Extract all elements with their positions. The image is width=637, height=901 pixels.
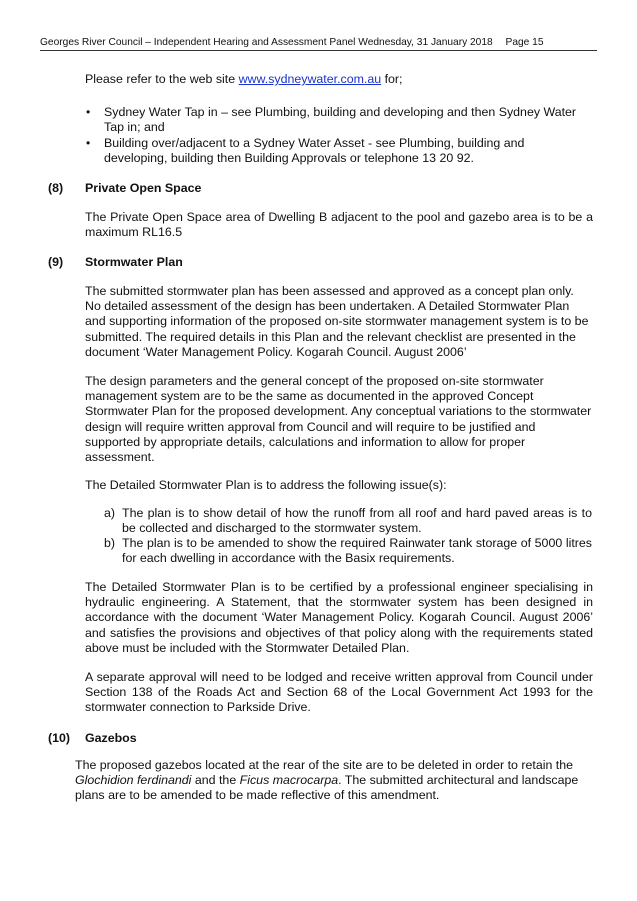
section-9-heading: Stormwater Plan bbox=[85, 255, 183, 269]
stormwater-paragraph-1: The submitted stormwater plan has been assessed and approved as a concept plan only. No detailed assessment of the design has been undertaken. A Detailed Stormwater Plan and supporting information of the proposed on-site stormwater management system is to be submitted. The required details in this Plan and the relevant checklist are presented in the document ‘Water Management Policy. Kogarah Council. August 2006’ bbox=[85, 284, 589, 359]
section-9-number: (9) bbox=[48, 255, 64, 269]
sydney-water-link[interactable]: www.sydneywater.com.au bbox=[238, 72, 382, 86]
section-8-number: (8) bbox=[48, 181, 64, 195]
species-ficus: Ficus macrocarpa bbox=[239, 773, 339, 788]
gazebos-text-3: . The submitted architectural and landscape plans are to be amended to be made reflective of this amendment. bbox=[75, 773, 579, 803]
stormwater-paragraph-4: The Detailed Stormwater Plan is to be certified by a professional engineer specialising in hydraulic engineering. A Statement, that the stormwater system has been designed in accordance with the document ‘Water Management Policy. Kogarah Council. August 2006’ and satisfies the provisions and objectives of that policy along with the requirements stated above must be included with the Stormwater Detailed Plan. bbox=[85, 580, 593, 655]
species-glochidion: Glochidion ferdinandi bbox=[75, 773, 192, 788]
list-label-a: a) bbox=[104, 506, 116, 520]
stormwater-paragraph-5: A separate approval will need to be lodged and receive written approval from Council under Section 138 of the Roads Act and Section 68 of the Local Government Act 1993 for the stormwater connection to Parkside Drive. bbox=[85, 670, 593, 715]
gazebos-text-2: and the bbox=[191, 773, 240, 788]
list-label-b: b) bbox=[104, 536, 116, 550]
gazebos-text-1: The proposed gazebos located at the rear of the site are to be deleted in order to retain the bbox=[75, 758, 574, 772]
bullet-item: Sydney Water Tap in – see Plumbing, building and developing and then Sydney Water Tap in; and bbox=[104, 105, 577, 135]
list-item-b: The plan is to be amended to show the required Rainwater tank storage of 5000 litres for each dwelling in accordance with the Basix requirements. bbox=[122, 536, 592, 566]
intro-paragraph bbox=[85, 72, 593, 87]
bullet-icon: • bbox=[86, 105, 91, 119]
page-number: Page 15 bbox=[505, 37, 544, 48]
section-8-heading: Private Open Space bbox=[85, 181, 202, 195]
section-10-number: (10) bbox=[48, 731, 71, 745]
bullet-item: Building over/adjacent to a Sydney Water Asset - see Plumbing, building and developing, building then Building Approvals or telephone 13 20 92. bbox=[104, 136, 525, 166]
gazebos-paragraph bbox=[75, 758, 593, 804]
header-title: Georges River Council – Independent Hearing and Assessment Panel Wednesday, 31 January 2018 bbox=[40, 37, 493, 48]
section-10-heading: Gazebos bbox=[85, 731, 137, 745]
list-item-a: The plan is to show detail of how the runoff from all roof and hard paved areas is to be collected and discharged to the stormwater system. bbox=[122, 506, 592, 536]
stormwater-paragraph-3: The Detailed Stormwater Plan is to address the following issue(s): bbox=[85, 478, 447, 492]
page-header bbox=[40, 37, 597, 51]
section-8-text: The Private Open Space area of Dwelling B adjacent to the pool and gazebo area is to be a maximum RL16.5 bbox=[85, 210, 593, 240]
bullet-icon: • bbox=[86, 136, 91, 150]
intro-suffix: for; bbox=[381, 72, 403, 86]
stormwater-paragraph-2: The design parameters and the general concept of the proposed on-site stormwater management system are to be the same as documented in the approved Concept Stormwater Plan for the proposed development. Any conceptual variations to the stormwater design will require written approval from Council and will require to be justified and supported by appropriate details, calculations and information to allow for proper assessment. bbox=[85, 374, 592, 465]
intro-prefix: Please refer to the web site bbox=[85, 72, 239, 86]
